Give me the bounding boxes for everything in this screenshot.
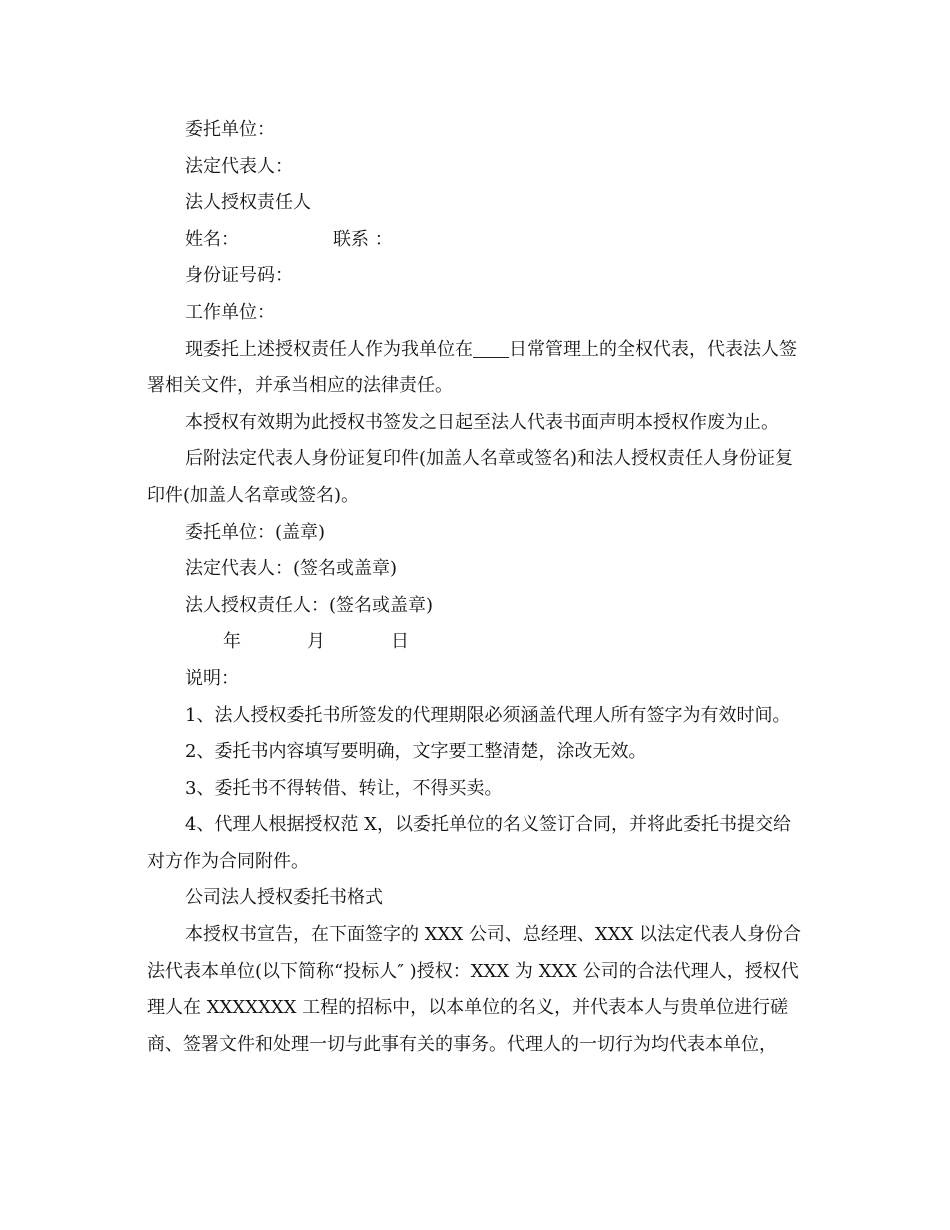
contact-label: 联系 ：: [333, 228, 393, 250]
authorization-paragraph: [147, 332, 807, 405]
date-day: 日: [391, 631, 409, 653]
authorized-person-sign-line: 法人授权责任人：(签名或盖章): [185, 594, 434, 616]
validity-paragraph: 本授权有效期为此授权书签发之日起至法人代表书面声明本授权作废为止。: [185, 411, 779, 433]
id-number-line: 身份证号码：: [185, 265, 293, 287]
legal-representative-line: 法定代表人：: [185, 155, 293, 177]
attachment-paragraph: 后附法定代表人身份证复印件(加盖人名章或签名)和法人授权责任人身份证复印件(加盖人名章或签名)。: [147, 448, 794, 506]
notes-heading: 说明：: [185, 667, 239, 689]
section-title: 公司法人授权委托书格式: [185, 887, 383, 909]
document-body: [147, 112, 807, 1063]
entrust-unit-seal-line: 委托单位：(盖章): [185, 521, 326, 543]
name-label: 姓名：: [185, 228, 239, 250]
authorization-text-end: 日常管理上的全权代表，代表法人签署相关文件，并承当相应的法律责任。: [147, 338, 797, 397]
date-year: 年: [223, 631, 241, 653]
name-contact-row: [147, 222, 807, 259]
fill-in-blank: [473, 337, 509, 358]
note-1: 1、法人授权委托书所签发的代理期限必须涵盖代理人所有签字为有效时间。: [185, 704, 791, 726]
date-month: 月: [307, 631, 325, 653]
note-2: 2、委托书内容填写要明确，文字要工整清楚，涂改无效。: [185, 741, 647, 763]
entrust-unit-line: 委托单位：: [185, 119, 275, 140]
authorization-text-start: 现委托上述授权责任人作为我单位在: [185, 338, 473, 360]
note-4: 4、代理人根据授权范 X，以委托单位的名义签订合同，并将此委托书提交给对方作为合同附件。: [147, 814, 791, 872]
authorized-person-heading: 法人授权责任人: [185, 192, 311, 214]
note-3: 3、委托书不得转借、转让，不得买卖。: [185, 777, 503, 799]
date-line: [147, 624, 807, 661]
work-unit-line: 工作单位：: [185, 301, 275, 323]
legal-rep-sign-line: 法定代表人：(签名或盖章): [185, 558, 398, 580]
declaration-paragraph: 本授权书宣告，在下面签字的 XXX 公司、总经理、XXX 以法定代表人身份合法代表本单位(以下简称“投标人″ )授权：XXX 为 XXX 公司的合法代理人，授权代理人在 XXXXXXX 工程的招标中，以本单位的名义，并代表本人与贵单位进行磋商、签署文件和处理一切与此事有关的事务。代理人的一切行为均代表本单位，: [147, 924, 802, 1055]
